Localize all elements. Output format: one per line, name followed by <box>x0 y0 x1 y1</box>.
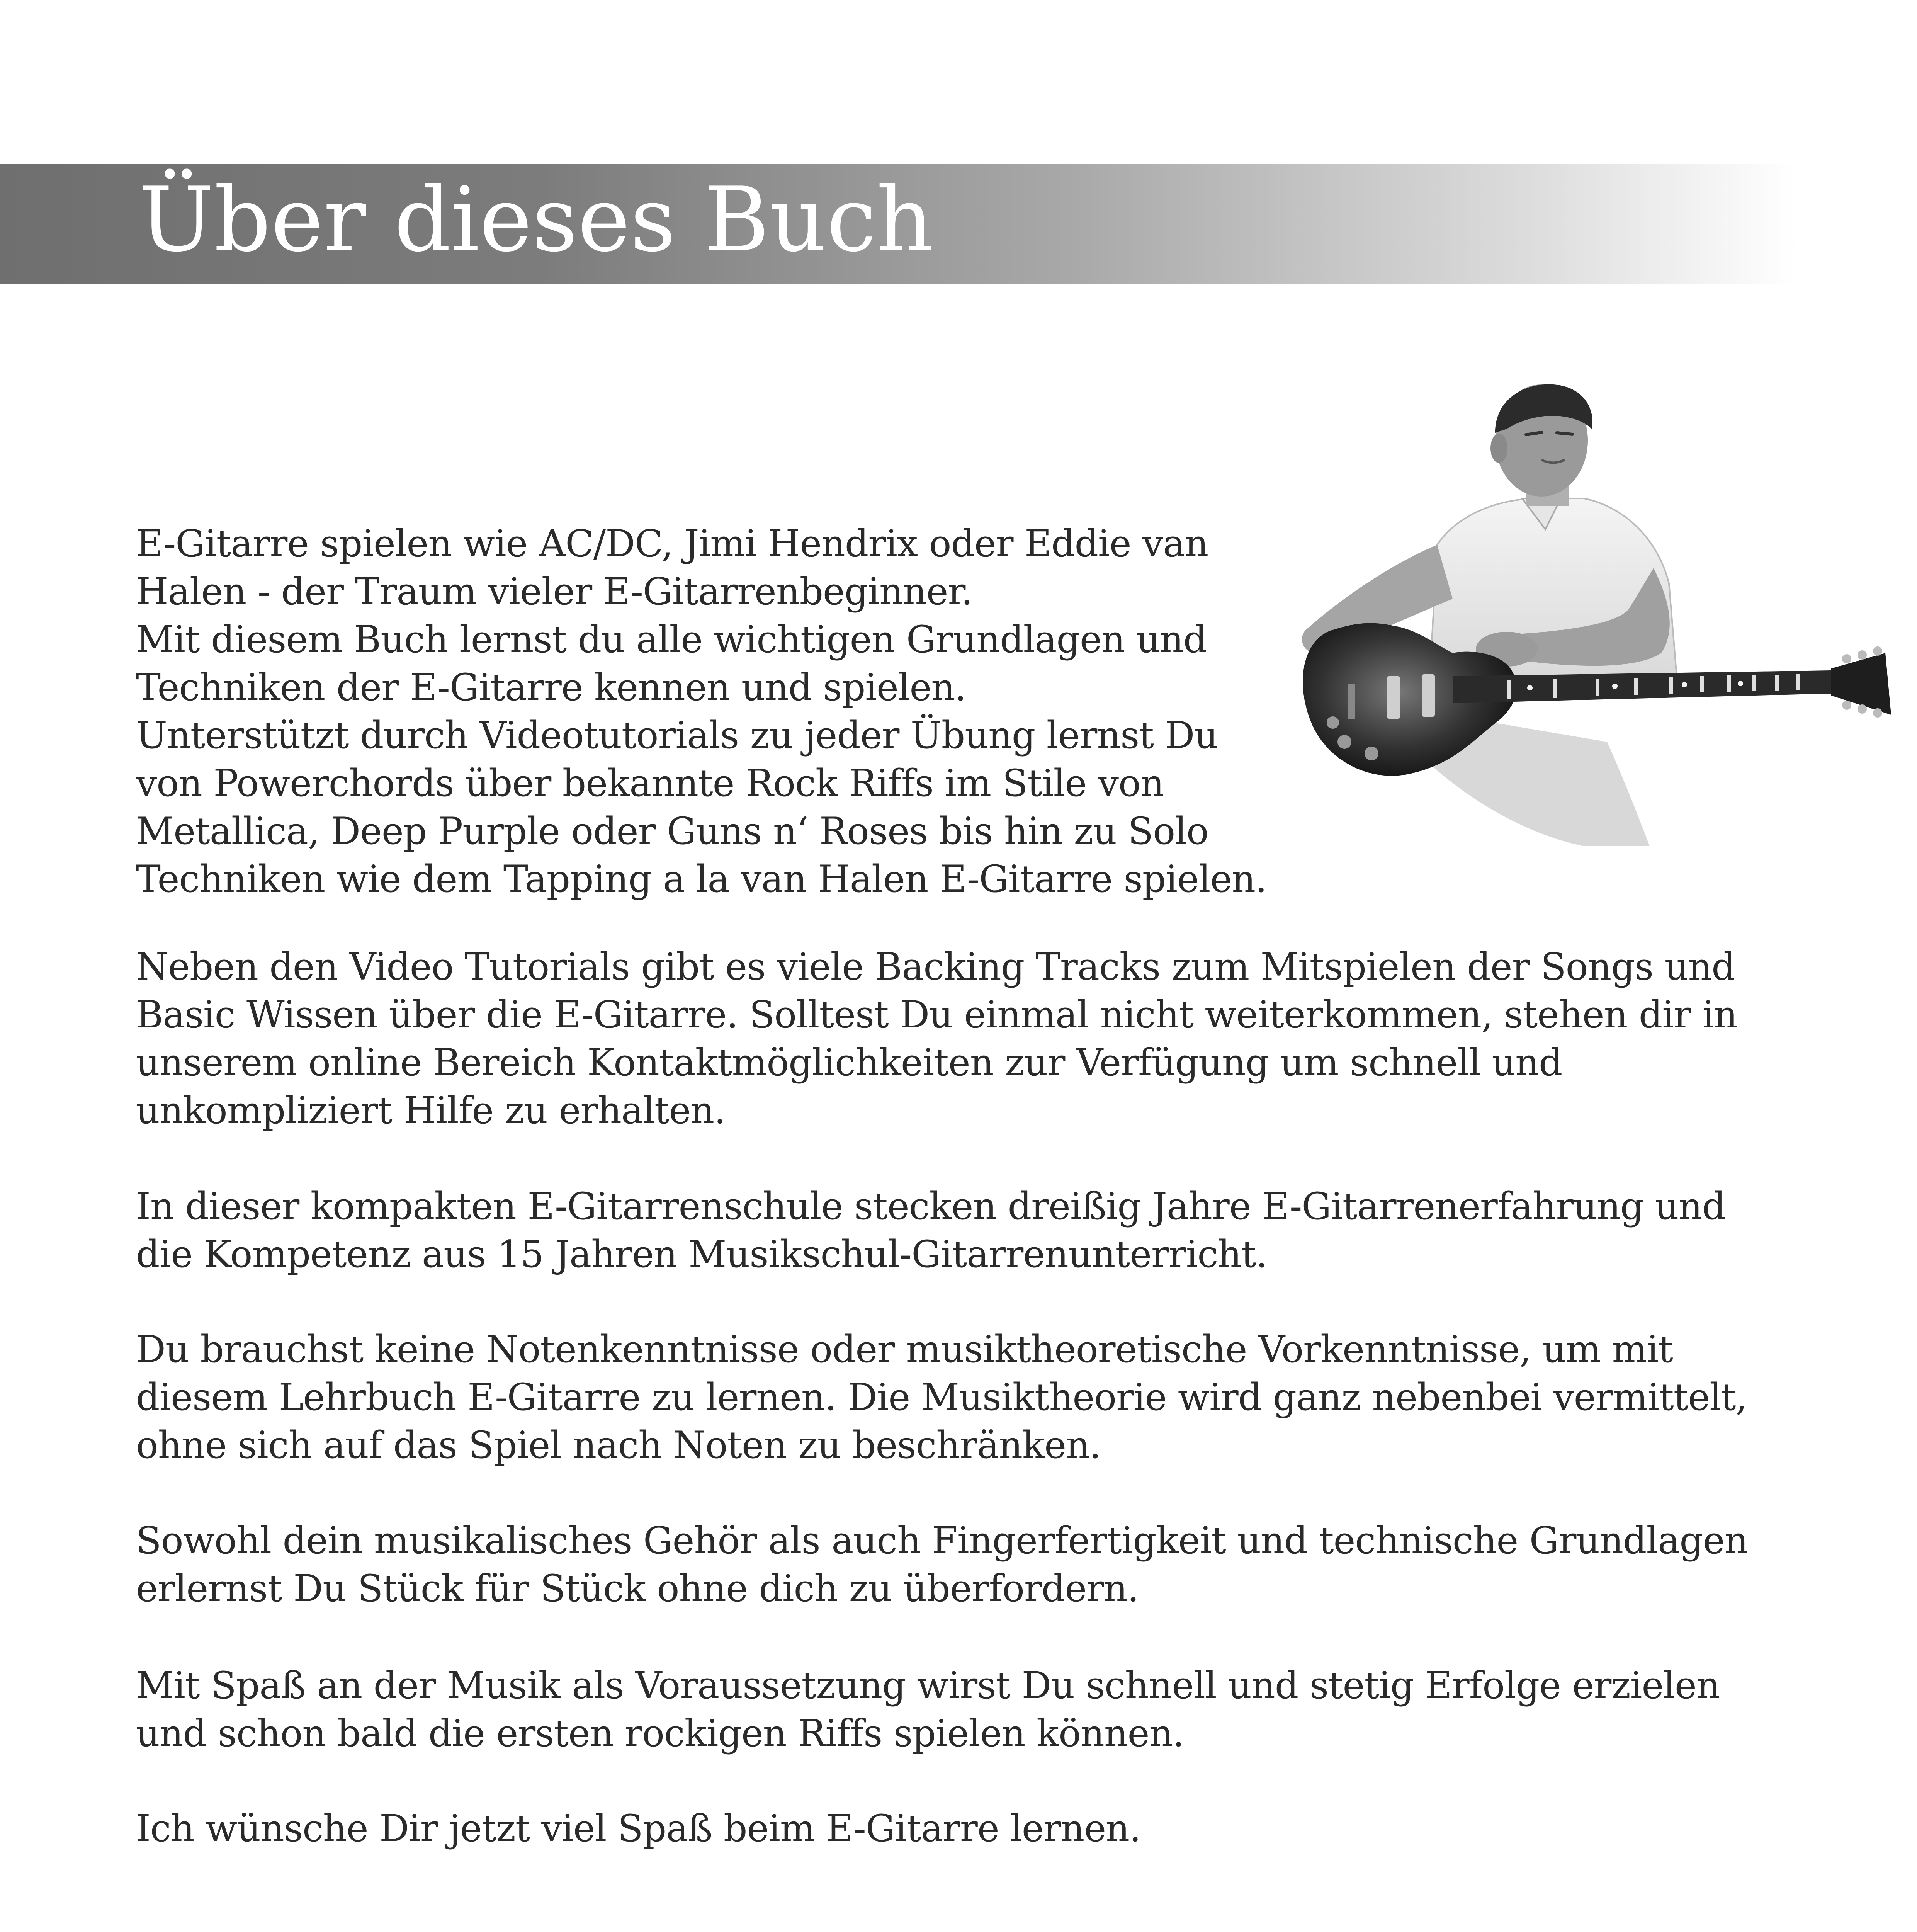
paragraph-closing: Ich wünsche Dir jetzt viel Spaß beim E-Gitarre lernen. <box>136 1807 1141 1850</box>
paragraph-backing-tracks: Neben den Video Tutorials gibt es viele Backing Tracks zum Mitspielen der Songs und Basic Wissen über die E-Gitarre. Solltest Du einmal nicht weiterkommen, stehen dir in unserem online Bereich Kontaktmöglichkeiten zur Verfügung um schnell und unkompliziert Hilfe zu erhalten. <box>136 945 1737 1132</box>
page-title: Über dieses Buch <box>139 168 934 272</box>
author-with-guitar-photo <box>1290 383 1893 854</box>
intro-paragraph: E-Gitarre spielen wie AC/DC, Jimi Hendrix oder Eddie van Halen - der Traum vieler E-Gitarrenbeginner. Mit diesem Buch lernst du alle wichtigen Grundlagen und Techniken der E-Gitarre kennen und spielen. Unterstützt durch Videotutorials zu jeder Übung lernst Du von Powerchords über bekannte Rock Riffs im Stile von Metallica, Deep Purple oder Guns n‘ Roses bis hin zu Solo Techniken wie dem Tapping a la van Halen E-Gitarre spielen. <box>136 522 1267 901</box>
paragraph-no-notes-needed: Du brauchst keine Notenkenntnisse oder musiktheoretische Vorkenntnisse, um mit diesem Lehrbuch E-Gitarre zu lernen. Die Musiktheorie wird ganz nebenbei vermittelt, ohne sich auf das Spiel nach Noten zu beschränken. <box>136 1328 1747 1467</box>
paragraph-fun: Mit Spaß an der Musik als Voraussetzung wirst Du schnell und stetig Erfolge erzielen und schon bald die ersten rockigen Riffs spielen können. <box>136 1664 1720 1755</box>
paragraph-experience: In dieser kompakten E-Gitarrenschule stecken dreißig Jahre E-Gitarrenerfahrung und die Kompetenz aus 15 Jahren Musikschul-Gitarrenunterricht. <box>136 1185 1725 1276</box>
paragraph-skills: Sowohl dein musikalisches Gehör als auch Fingerfertigkeit und technische Grundlagen erlernst Du Stück für Stück ohne dich zu überfordern. <box>136 1519 1748 1610</box>
